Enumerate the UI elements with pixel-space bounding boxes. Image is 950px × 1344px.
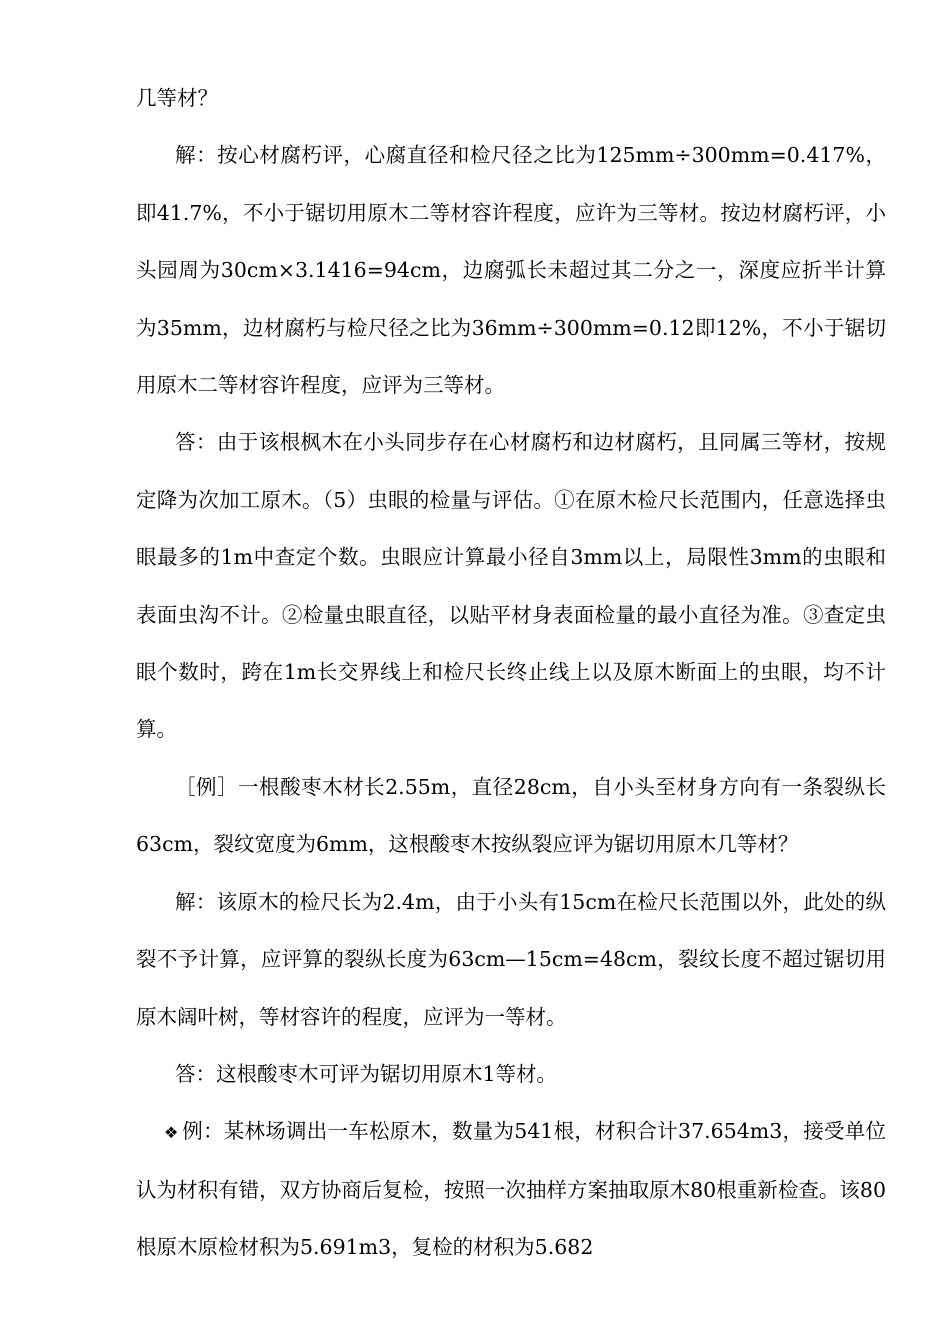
paragraph-answer-1: 答：由于该根枫木在小头同步存在心材腐朽和边材腐朽，且同属三等材，按规定降为次加工原木。（5）虫眼的检量与评估。①在原木检尺长范围内，任意选择虫眼最多的1m中查定个数。虫眼应计算最小径自3mm以上，局限性3mm的虫眼和表面虫沟不计。②检量虫眼直径，以贴平材身表面检量的最小直径为准。③查定虫眼个数时，跨在1m长交界线上和检尺长终止线上以及原木断面上的虫眼，均不计算。 <box>136 430 886 742</box>
diamond-bullet-icon: ❖ <box>164 1123 179 1143</box>
paragraph-continuation: 几等材？ <box>136 86 218 110</box>
paragraph-solution-2: 解：该原木的检尺长为2.4m，由于小头有15cm在检尺长范围以外，此处的纵裂不予计算，应评算的裂纵长度为63cm—15cm=48cm，裂纹长度不超过锯切用原木阔叶树，等材容许的程度，应评为一等材。 <box>136 889 886 1029</box>
paragraph-answer-2: 答：这根酸枣木可评为锯切用原木1等材。 <box>175 1061 558 1086</box>
body-text <box>136 70 886 1277</box>
paragraph-example-3 <box>136 1103 886 1276</box>
paragraph-example-2: ［例］一根酸枣木材长2.55m，直径28cm，自小头至材身方向有一条裂纵长63cm，裂纹宽度为6mm，这根酸枣木按纵裂应评为锯切用原木几等材？ <box>136 774 886 857</box>
paragraph-example-3-text: 例：某林场调出一车松原木，数量为541根，材积合计37.654m3，接受单位认为材积有错，双方协商后复检，按照一次抽样方案抽取原木80根重新检查。该80根原木原检材积为5.691m3，复检的材积为5.682 <box>136 1119 886 1260</box>
paragraph-solution-1: 解：按心材腐朽评，心腐直径和检尺径之比为125mm÷300mm=0.417%，即41.7%，不小于锯切用原木二等材容许程度，应许为三等材。按边材腐朽评，小头园周为30cm×3.1416=94cm，边腐弧长未超过其二分之一，深度应折半计算为35mm，边材腐朽与检尺径之比为36mm÷300mm=0.12即12%，不小于锯切用原木二等材容许程度，应评为三等材。 <box>136 143 886 398</box>
